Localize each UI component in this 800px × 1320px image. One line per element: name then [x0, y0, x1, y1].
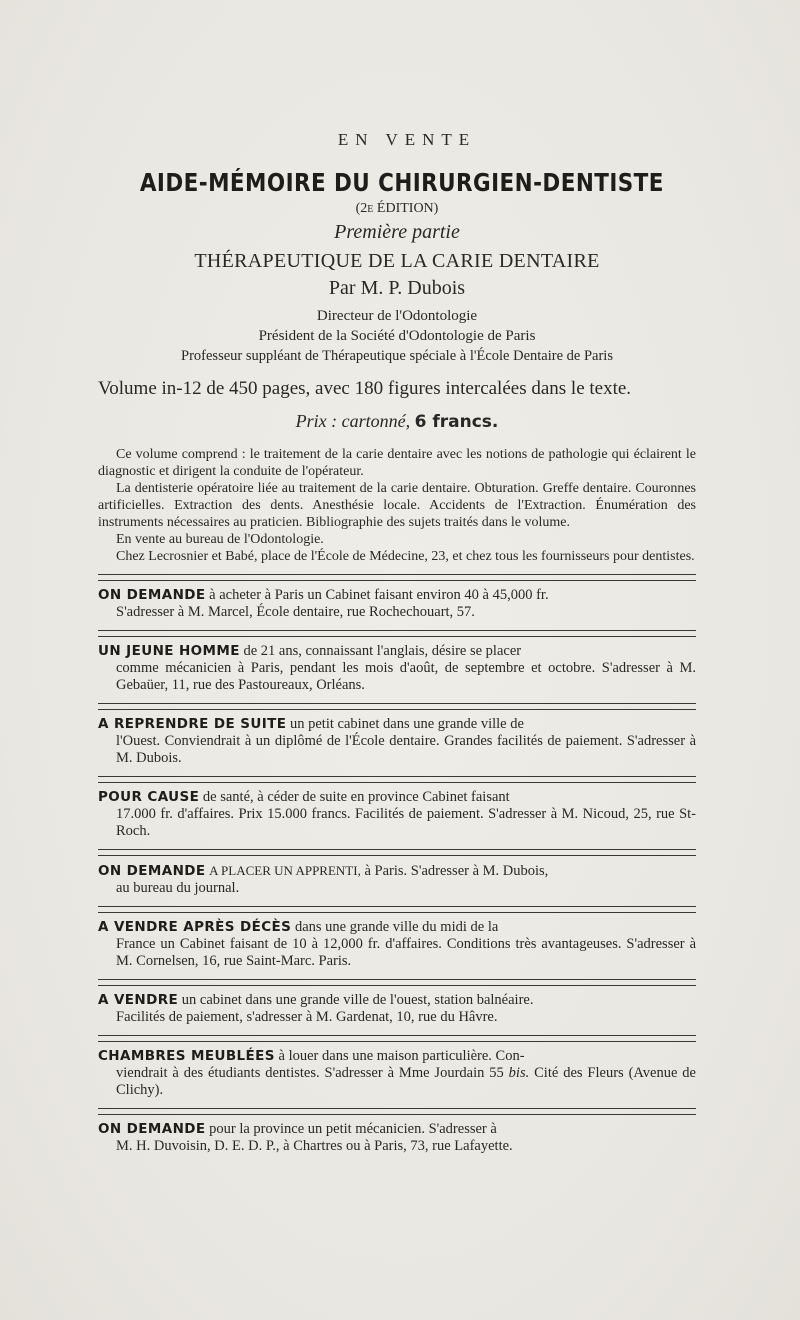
ad-continuation: au bureau du journal. — [116, 880, 240, 896]
en-vente-heading: EN VENTE — [337, 130, 477, 149]
author-role-2: Président de la Société d'Odontologie de Paris — [258, 328, 536, 344]
author-line: Par M. P. Dubois — [328, 277, 466, 299]
price-value: 6 francs. — [414, 412, 499, 432]
ad-continuation — [98, 1065, 696, 1099]
ad-text: un cabinet dans une grande ville de l'ouest, station balnéaire. — [181, 992, 534, 1008]
ad-text: à acheter à Paris un Cabinet faisant environ 40 à 45,000 fr. — [209, 587, 549, 603]
ad-continuation: S'adresser à M. Marcel, École dentaire, rue Rochechouart, 57. — [116, 604, 475, 620]
classified-ad — [98, 587, 696, 621]
classified-ad — [98, 919, 696, 970]
description-block — [98, 446, 696, 565]
divider — [98, 574, 696, 581]
classified-ad — [98, 643, 696, 694]
classified-ad — [98, 992, 696, 1026]
ad-text: A PLACER UN APPRENTI, — [209, 863, 361, 878]
ad-continuation: 17.000 fr. d'affaires. Prix 15.000 francs. Facilités de paiement. S'adresser à M. Nicoud, 25, rue St-Roch. — [116, 806, 696, 839]
divider — [98, 906, 696, 913]
ad-text: de 21 ans, connaissant l'anglais, désire se placer — [243, 643, 522, 659]
classified-ad — [98, 1048, 696, 1099]
ad-continuation: M. H. Duvoisin, D. E. D. P., à Chartres ou à Paris, 73, rue Lafayette. — [116, 1138, 513, 1154]
ad-text: viendrait à des étudiants dentistes. S'adresser à Mme Jourdain 55 — [116, 1065, 504, 1081]
subject-title: THÉRAPEUTIQUE DE LA CARIE DENTAIRE — [194, 250, 600, 272]
author-role-1: Directeur de l'Odontologie — [316, 308, 478, 324]
divider — [98, 1108, 696, 1115]
edition-label: (2e ÉDITION) — [355, 201, 439, 216]
price-label: Prix : cartonné, — [295, 411, 411, 431]
description-paragraph: Ce volume comprend : le traitement de la carie dentaire avec les notions de pathologie qui éclairent le diagnostic et dirigent la conduite de l'opérateur. — [98, 447, 696, 479]
divider — [98, 979, 696, 986]
divider — [98, 849, 696, 856]
ad-continuation: comme mécanicien à Paris, pendant les mois d'août, de septembre et octobre. S'adresser à M. Gebaüer, 11, rue des Pastoureaux, Orléans. — [116, 660, 696, 693]
ad-lead: ON DEMANDE — [98, 1121, 206, 1137]
classified-ad — [98, 789, 696, 840]
description-paragraph: En vente au bureau de l'Odontologie. — [116, 532, 324, 547]
ad-lead: ON DEMANDE — [98, 587, 206, 603]
ad-lead: A VENDRE — [98, 992, 179, 1008]
classified-ad — [98, 862, 696, 897]
content — [98, 130, 696, 1155]
ad-continuation: l'Ouest. Conviendrait à un diplômé de l'École dentaire. Grandes facilités de paiement. S'adresser à M. Dubois. — [116, 733, 696, 766]
ad-continuation: France un Cabinet faisant de 10 à 12,000 fr. d'affaires. Conditions très avantageuses. S'adresser à M. Cornelsen, 16, rue Saint-Marc. Paris. — [116, 936, 696, 969]
ad-text: Cité des Fleurs (Avenue de Clichy). — [116, 1065, 696, 1098]
description-paragraph: Chez Lecrosnier et Babé, place de l'École de Médecine, 23, et chez tous les fournisseurs pour dentistes. — [116, 549, 695, 564]
ad-text: de santé, à céder de suite en province Cabinet faisant — [202, 789, 510, 805]
ad-text: bis. — [508, 1065, 530, 1081]
ad-text: pour la province un petit mécanicien. S'adresser à — [209, 1121, 497, 1137]
ad-lead: A VENDRE APRÈS DÉCÈS — [98, 919, 292, 935]
ad-text: à louer dans une maison particulière. Con- — [278, 1048, 525, 1064]
ad-continuation: Facilités de paiement, s'adresser à M. Gardenat, 10, rue du Hâvre. — [116, 1009, 498, 1025]
ad-lead: POUR CAUSE — [98, 789, 200, 805]
description-paragraph: La dentisterie opératoire liée au traitement de la carie dentaire. Obturation. Greffe dentaire. Couronnes artificielles. Extraction des dents. Anesthésie locale. Accidents de l'Extraction. Énumération des instruments nécessaires au praticien. Bibliographie des sujets traités dans le volume. — [98, 481, 696, 530]
ad-lead: UN JEUNE HOMME — [98, 643, 240, 659]
part-label: Première partie — [334, 221, 460, 243]
ad-lead: CHAMBRES MEUBLÉES — [98, 1048, 275, 1064]
ad-lead: A REPRENDRE DE SUITE — [98, 716, 287, 732]
ad-text: un petit cabinet dans une grande ville de — [290, 716, 524, 732]
classified-ad — [98, 1121, 696, 1155]
classified-ad — [98, 716, 696, 767]
volume-description: Volume in-12 de 450 pages, avec 180 figures intercalées dans le texte. — [98, 378, 632, 399]
author-role-3: Professeur suppléant de Thérapeutique spéciale à l'École Dentaire de Paris — [181, 348, 613, 364]
ad-text: à Paris. S'adresser à M. Dubois, — [364, 863, 549, 879]
divider — [98, 703, 696, 710]
divider — [98, 630, 696, 637]
price-line — [98, 411, 696, 432]
ad-lead: ON DEMANDE — [98, 863, 206, 879]
divider — [98, 1035, 696, 1042]
divider — [98, 776, 696, 783]
book-title: AIDE-MÉMOIRE DU CHIRURGIEN-DENTISTE — [139, 168, 664, 197]
ad-text: dans une grande ville du midi de la — [294, 919, 499, 935]
